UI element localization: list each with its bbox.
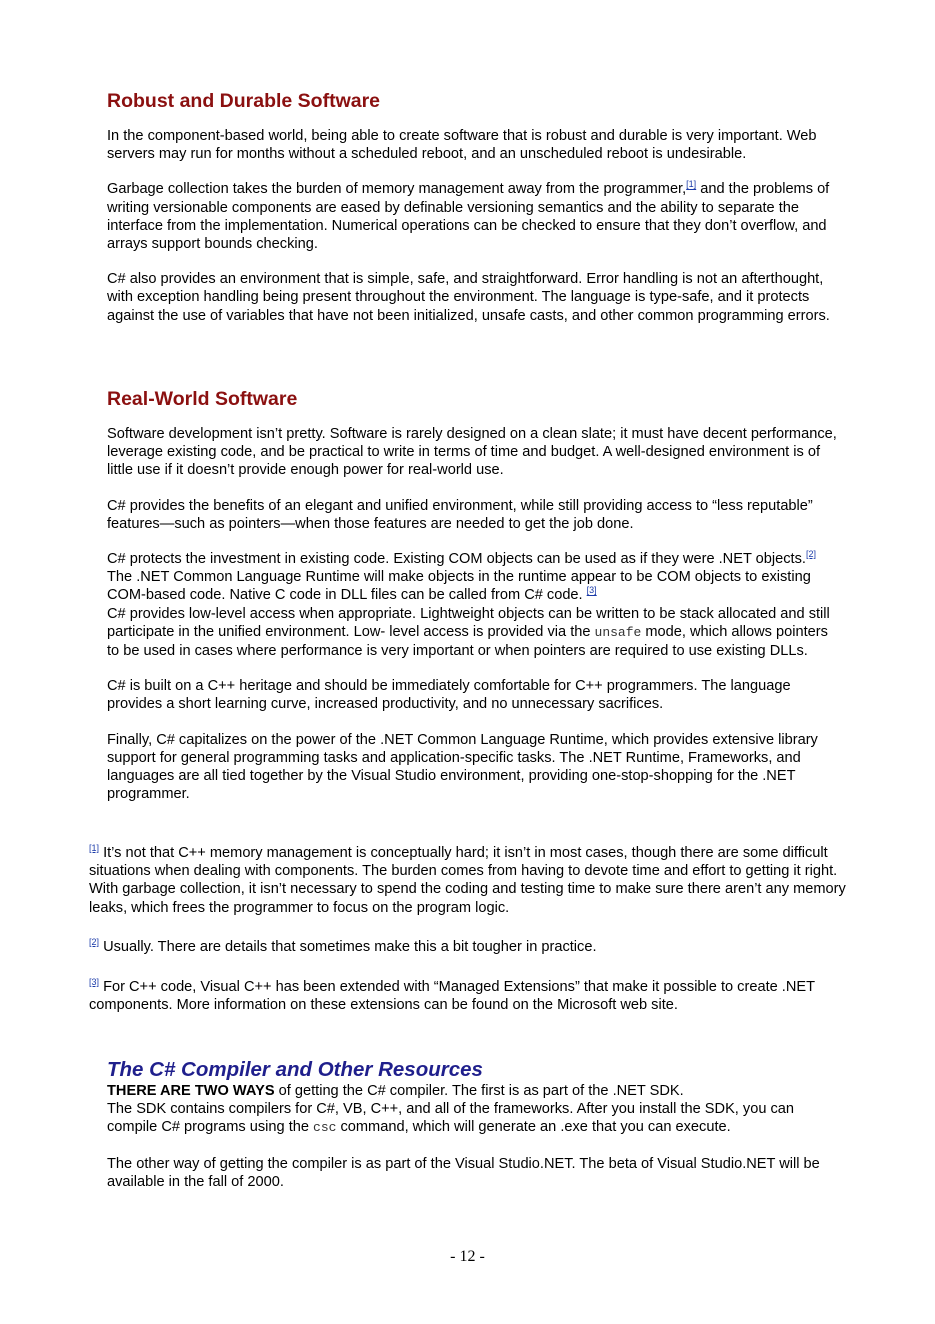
code-inline: unsafe: [594, 624, 642, 640]
paragraph: [107, 550, 837, 660]
footnote-2: [89, 938, 851, 956]
text-run: Usually. There are details that sometimes make this a bit tougher in practice.: [99, 939, 597, 955]
paragraph: C# also provides an environment that is simple, safe, and straightforward. Error handling is not an afterthought, with exception handling being present throughout the environment. The language is type-safe, and it protects against the use of variables that have not been initialized, unsafe casts, and other common programming errors.: [107, 271, 830, 324]
footnote-text: [89, 978, 851, 1014]
section-heading: Robust and Durable Software: [107, 90, 381, 112]
section-heading: The C# Compiler and Other Resources: [107, 1058, 483, 1081]
footnote-ref-2[interactable]: [2]: [805, 549, 816, 560]
text-run: The .NET Common Language Runtime will make objects in the runtime appear to be COM objects to existing COM-based code. Native C code in DLL files can be called from C# code.: [107, 569, 811, 604]
footnote-3: [89, 978, 851, 1014]
text-run: and the problems of writing versionable components are eased by definable versioning semantics and the ability to separate the interface from the implementation. Numerical operations can be checked to ensure that they don’t overflow, and arrays support bounds checking.: [107, 181, 830, 253]
section-heading: Real-World Software: [107, 388, 298, 410]
paragraph: [107, 1082, 837, 1138]
paragraph: Finally, C# capitalizes on the power of the .NET Common Language Runtime, which provides extensive library support for general programming tasks and application-specific tasks. The .NET Runtime, Frameworks, and languages are all tied together by the Visual Studio environment, providing one-stop-shopping for the .NET programmer.: [107, 731, 818, 803]
footnote-text: [89, 938, 851, 956]
paragraph: The other way of getting the compiler is as part of the Visual Studio.NET. The beta of Visual Studio.NET will be available in the fall of 2000.: [107, 1155, 820, 1190]
footnote-ref-1[interactable]: [1]: [686, 179, 697, 190]
text-run: The SDK contains compilers for C#, VB, C++, and all of the frameworks. After you install the SDK, you can compile C# programs using the: [107, 1101, 795, 1136]
paragraph: C# provides the benefits of an elegant and unified environment, while still providing access to “less reputable” features—such as pointers—when those features are needed to get the job done.: [107, 497, 813, 532]
text-run: C# provides low-level access when appropriate. Lightweight objects can be written to be stack allocated and still participate in the unified environment. Low- level access is provided via the: [107, 605, 830, 640]
section-realworld: [107, 387, 837, 803]
text-run: of getting the C# compiler. The first is as part of the .NET SDK.: [274, 1083, 684, 1099]
section-robust: [107, 89, 837, 325]
lead-in: THERE ARE TWO WAYS: [107, 1083, 275, 1099]
footnote-anchor-1[interactable]: [1]: [89, 843, 100, 854]
section-compiler: [107, 1058, 837, 1191]
text-run: mode, which allows pointers to be used in cases where performance is very important or when pointers are required to use existing DLLs.: [107, 623, 828, 660]
page-number: - 12 -: [450, 1248, 485, 1265]
footnote-anchor-3[interactable]: [3]: [89, 977, 100, 988]
footnote-text: [89, 844, 851, 917]
paragraph: [107, 180, 837, 253]
paragraph: Software development isn’t pretty. Software is rarely designed on a clean slate; it must have decent performance, leverage existing code, and be practical to write in terms of time and budget. A well-designed environment is of little use if it doesn’t provide enough power for real-world use.: [107, 426, 837, 479]
footnote-1: [89, 844, 851, 917]
paragraph: In the component-based world, being able to create software that is robust and durable is very important. Web servers may run for months without a scheduled reboot, and an unscheduled reboot is undesirable.: [107, 128, 817, 163]
footnote-ref-3[interactable]: [3]: [586, 585, 597, 596]
text-run: For C++ code, Visual C++ has been extended with “Managed Extensions” that make it possible to create .NET components. More information on these extensions can be found on the Microsoft web site.: [89, 979, 815, 1014]
paragraph: C# is built on a C++ heritage and should be immediately comfortable for C++ programmers. The language provides a short learning curve, increased productivity, and no unnecessary sacrifices.: [107, 678, 791, 713]
text-run: It’s not that C++ memory management is conceptually hard; it isn’t in most cases, though there are some difficult situations when dealing with components. The burden comes from having to devote time and effort to getting it right. With garbage collection, it isn’t necessary to spend the coding and testing time to make sure there aren’t any memory leaks, which frees the programmer to focus on the program logic.: [89, 845, 846, 916]
code-inline: csc: [313, 1120, 337, 1136]
footnote-anchor-2[interactable]: [2]: [89, 937, 100, 948]
text-run: Garbage collection takes the burden of memory management away from the programmer,: [107, 181, 687, 198]
text-run: command, which will generate an .exe that you can execute.: [336, 1119, 731, 1136]
text-run: C# protects the investment in existing code. Existing COM objects can be used as if they were .NET objects.: [107, 551, 806, 568]
